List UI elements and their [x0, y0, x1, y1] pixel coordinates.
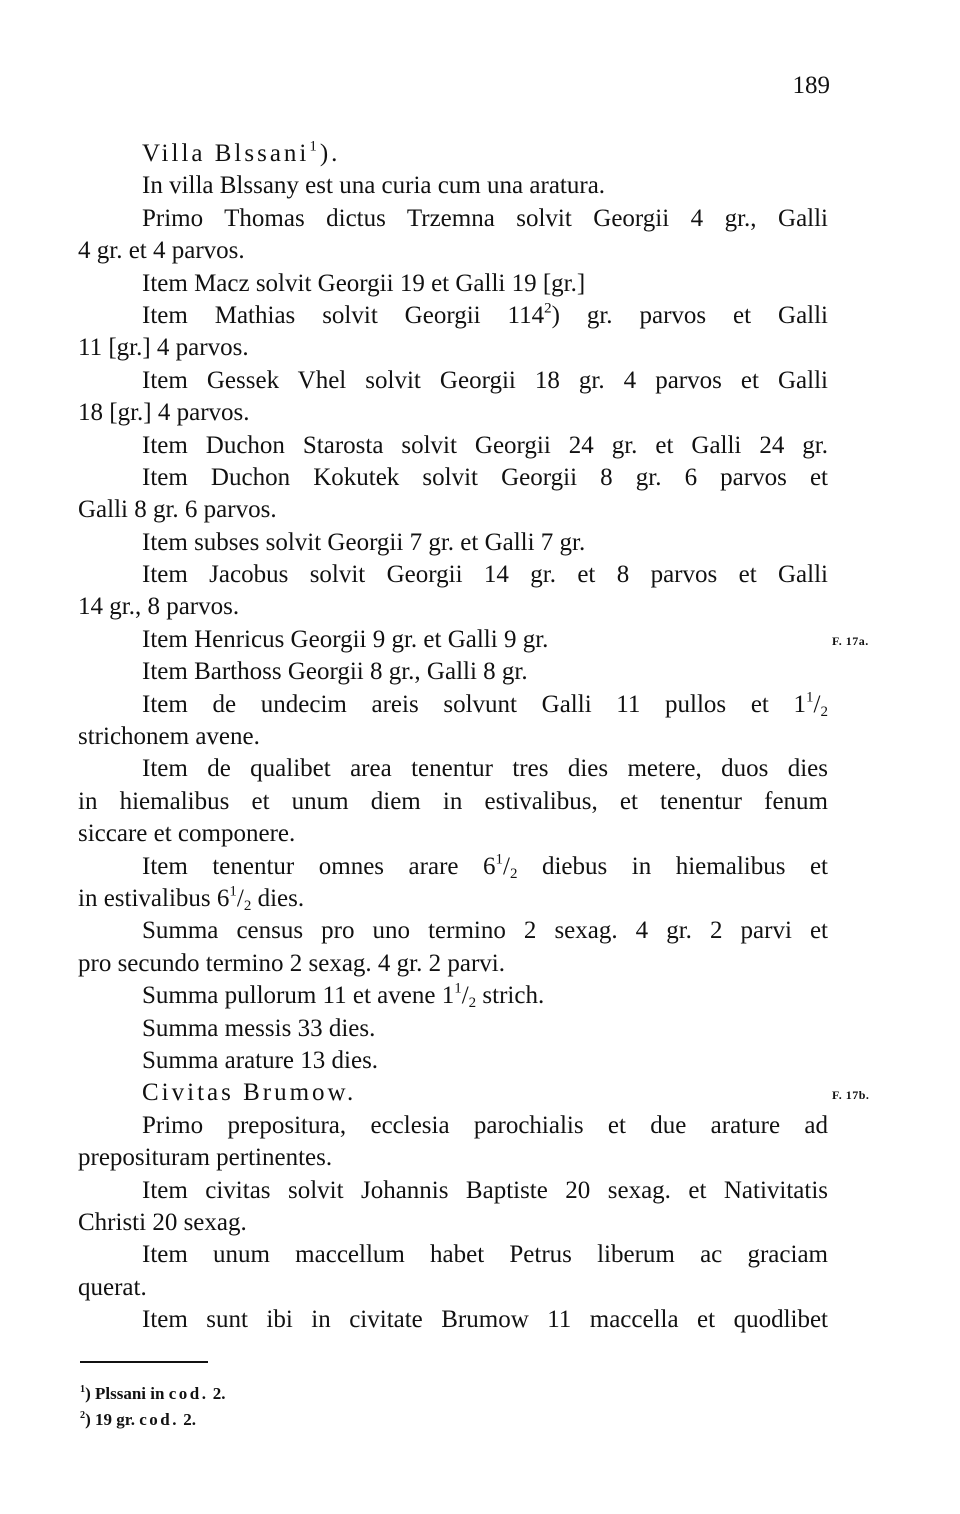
footnote-rule [80, 1361, 208, 1363]
text-segment: 4 gr. et 4 parvos. [78, 237, 245, 265]
text-line [78, 948, 828, 980]
text-line [78, 332, 828, 364]
text-line [78, 430, 828, 462]
text-segment: Summa census pro uno termino 2 sexag. 4 gr. 2 parvi et [142, 917, 828, 945]
text-segment: 14 gr., 8 parvos. [78, 593, 240, 621]
text-segment: / [461, 982, 469, 1010]
text-line [78, 462, 828, 494]
text-line [78, 494, 828, 526]
superscript: 1 [495, 851, 504, 868]
text-line [78, 1272, 828, 1304]
text-line [78, 1077, 828, 1109]
text-line [78, 203, 828, 235]
footnote-number: 2. [208, 1384, 226, 1403]
text-segment: Item Duchon Kokutek solvit Georgii 8 gr. 6 parvos et [142, 463, 828, 491]
text-segment: strich. [476, 982, 545, 1010]
text-line [78, 786, 828, 818]
text-line [78, 1142, 828, 1174]
text-segment: dies. [251, 884, 305, 912]
text-segment: Item Mathias solvit Georgii 114 [142, 301, 545, 329]
text-line [78, 1110, 828, 1142]
text-segment: Item de qualibet area tenentur tres dies metere, duos dies [142, 755, 828, 783]
main-text [78, 138, 828, 1336]
text-line [78, 559, 828, 591]
text-segment: Primo prepositura, ecclesia parochialis et due arature ad [142, 1111, 828, 1139]
superscript: 1 [806, 689, 814, 706]
text-line [78, 591, 828, 623]
superscript: 1 [309, 138, 320, 155]
text-segment: Item Macz solvit Georgii 19 et Galli 19 [gr.] [142, 269, 586, 297]
text-segment: in estivalibus 6 [78, 884, 230, 912]
text-segment: Primo Thomas dictus Trzemna solvit Georgii 4 gr., Galli [142, 204, 828, 232]
text-line [78, 753, 828, 785]
text-line [78, 851, 828, 883]
text-line [78, 980, 828, 1012]
text-line [78, 624, 828, 656]
folio-margin-note: F. 17a. [832, 634, 869, 648]
text-line [78, 527, 828, 559]
text-segment: Villa Blssani [142, 140, 310, 167]
text-segment: ). [319, 140, 341, 167]
text-segment: ) gr. parvos et Galli [551, 301, 828, 329]
footnote-number: 2. [179, 1410, 197, 1429]
footnotes [80, 1381, 680, 1433]
text-segment: preposituram pertinentes. [78, 1144, 333, 1172]
text-segment: Christi 20 sexag. [78, 1208, 247, 1236]
text-line [78, 883, 828, 915]
text-segment: Item civitas solvit Johannis Baptiste 20 sexag. et Nativitatis [142, 1176, 828, 1204]
text-line [78, 268, 828, 300]
text-segment: Summa arature 13 dies. [142, 1046, 379, 1074]
footnote-mark: 2 [80, 1409, 86, 1421]
text-line [78, 1304, 828, 1336]
footnote-mark: 1 [80, 1383, 86, 1395]
text-segment: in hiemalibus et unum diem in estivalibus, et tenentur fenum [78, 787, 828, 815]
text-segment: Item unum maccellum habet Petrus liberum ac graciam [142, 1241, 828, 1269]
text-line [78, 689, 828, 721]
text-segment: siccare et componere. [78, 820, 296, 848]
footnote-codex: cod. [168, 1384, 209, 1403]
page-number: 189 [792, 72, 830, 99]
footnote: $^1$) Plssani in cod. 2. [80, 1383, 226, 1403]
text-segment: Item tenentur omnes arare 6 [142, 852, 496, 880]
footnote: $^2$) 19 gr. cod. 2. [80, 1409, 197, 1429]
superscript: 1 [229, 883, 237, 900]
superscript: 2 [544, 300, 552, 317]
text-segment: querat. [78, 1273, 147, 1301]
folio-margin-note: F. 17b. [832, 1087, 870, 1102]
text-line [78, 138, 828, 170]
text-line [78, 1239, 828, 1271]
text-segment: Item sunt ibi in civitate Brumow 11 maccella et quodlibet [142, 1306, 828, 1334]
text-line [78, 235, 828, 267]
text-segment: Summa messis 33 dies. [142, 1014, 376, 1042]
text-segment: Item Jacobus solvit Georgii 14 gr. et 8 parvos et Galli [142, 561, 828, 589]
footnote-text: 19 gr. [95, 1410, 140, 1429]
text-line [78, 365, 828, 397]
subscript: 2 [820, 703, 828, 720]
text-line [78, 818, 828, 850]
text-segment: Summa pullorum 11 et avene 1 [142, 982, 455, 1010]
subscript: 2 [243, 897, 252, 914]
text-line [78, 397, 828, 429]
text-segment: Item Barthoss Georgii 8 gr., Galli 8 gr. [142, 658, 528, 686]
text-line [78, 915, 828, 947]
text-line [78, 1207, 828, 1239]
subscript: 2 [509, 865, 518, 882]
text-segment: strichonem avene. [78, 723, 260, 751]
footnote-codex: cod. [139, 1410, 180, 1429]
text-line [78, 1013, 828, 1045]
text-segment: Item Duchon Starosta solvit Georgii 24 gr. et Galli 24 gr. [142, 431, 828, 459]
superscript: 1 [454, 980, 462, 997]
text-line [78, 1175, 828, 1207]
text-segment: Item Gessek Vhel solvit Georgii 18 gr. 4 parvos et Galli [142, 366, 828, 394]
subscript: 2 [468, 994, 477, 1011]
text-segment: diebus in hiemalibus et [517, 852, 829, 880]
text-segment: Galli 8 gr. 6 parvos. [78, 496, 277, 524]
footnote-text: Plssani in [95, 1384, 169, 1403]
text-segment: / [503, 852, 510, 880]
text-line [78, 170, 828, 202]
text-segment: Item Henricus Georgii 9 gr. et Galli 9 gr. [142, 625, 549, 653]
text-segment: / [236, 884, 244, 912]
text-segment: 11 [gr.] 4 parvos. [78, 334, 249, 362]
text-line [78, 721, 828, 753]
text-segment: 18 [gr.] 4 parvos. [78, 399, 250, 427]
text-segment: pro secundo termino 2 sexag. 4 gr. 2 parvi. [78, 949, 505, 977]
text-segment: Civitas Brumow. [142, 1079, 357, 1107]
text-segment: / [813, 690, 821, 718]
text-line [78, 656, 828, 688]
text-line [78, 1045, 828, 1077]
text-segment: Item subses solvit Georgii 7 gr. et Galli 7 gr. [142, 528, 586, 556]
text-line [78, 300, 828, 332]
text-segment: In villa Blssany est una curia cum una aratura. [142, 172, 606, 200]
text-segment: Item de undecim areis solvunt Galli 11 pullos et 1 [142, 690, 807, 718]
